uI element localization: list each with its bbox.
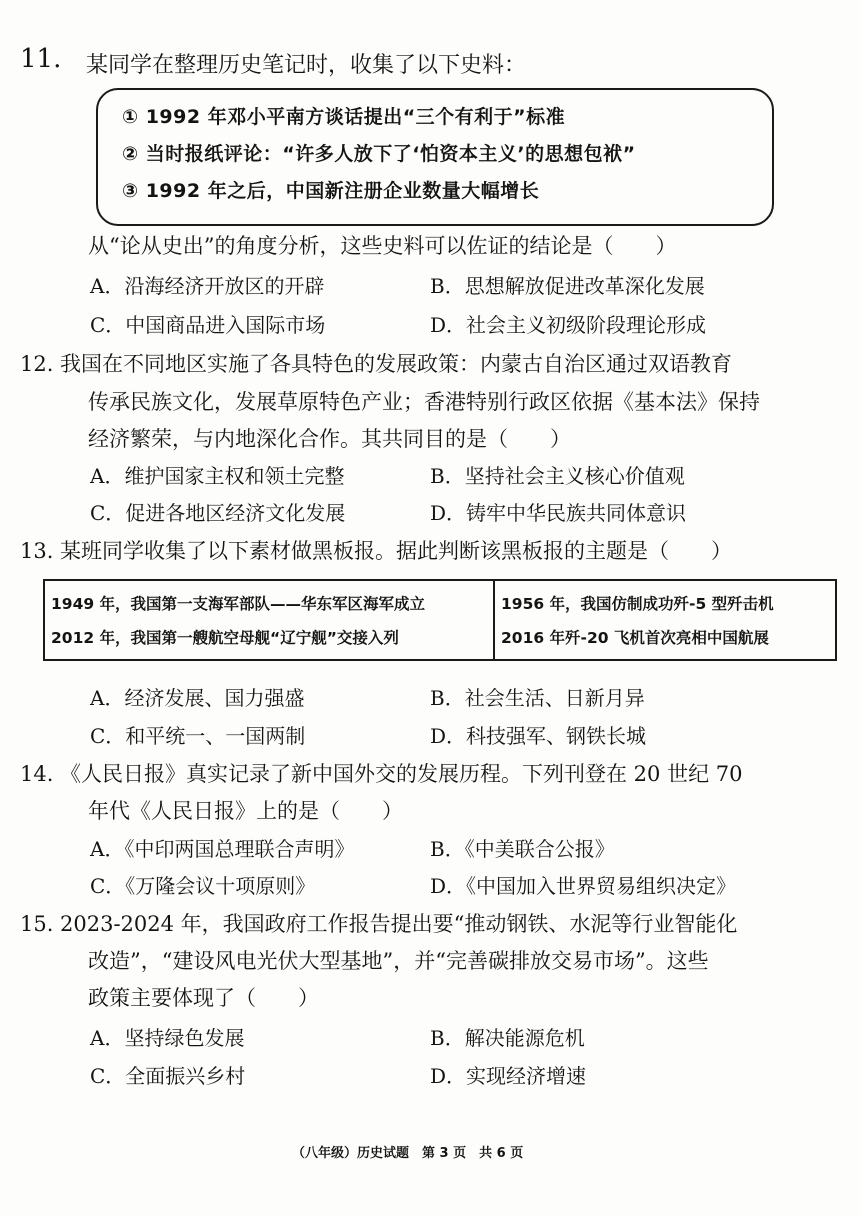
- q11-option-d[interactable]: D．社会主义初级阶段理论形成: [430, 313, 707, 337]
- q13-option-b[interactable]: B．社会生活、日新月异: [430, 686, 645, 710]
- q14-option-d[interactable]: D．《中国加入世界贸易组织决定》: [430, 874, 737, 898]
- q12-line-1: 我国在不同地区实施了各具特色的发展政策：内蒙古自治区通过双语教育: [60, 352, 732, 376]
- q11-source-2: ② 当时报纸评论：“许多人放下了‘怕资本主义’的思想包袱”: [122, 143, 636, 165]
- q12-line-2: 传承民族文化，发展草原特色产业；香港特别行政区依据《基本法》保持: [88, 390, 760, 414]
- q12-number: 12.: [20, 352, 54, 376]
- q12-option-d[interactable]: D．铸牢中华民族共同体意识: [430, 501, 687, 525]
- q11-option-a[interactable]: A．沿海经济开放区的开辟: [90, 274, 325, 298]
- q13-table-right-line-1: 1956 年，我国仿制成功歼-5 型歼击机: [501, 595, 774, 613]
- q11-source-box: [96, 88, 774, 226]
- q12-option-c[interactable]: C．促进各地区经济文化发展: [90, 501, 346, 525]
- q11-stem: 某同学在整理历史笔记时，收集了以下史料：: [86, 53, 527, 78]
- q13-table-left-line-2: 2012 年，我国第一艘航空母舰“辽宁舰”交接入列: [51, 629, 399, 647]
- q13-material-table: [43, 579, 837, 661]
- q12-option-b[interactable]: B．坚持社会主义核心价值观: [430, 464, 685, 488]
- q15-option-b[interactable]: B．解决能源危机: [430, 1026, 585, 1050]
- q14-option-b[interactable]: B．《中美联合公报》: [430, 837, 615, 861]
- q15-line-3: 政策主要体现了（ ）: [88, 986, 319, 1010]
- q11-source-1: ① 1992 年邓小平南方谈话提出“三个有利于”标准: [122, 106, 566, 128]
- q13-table-left-line-1: 1949 年，我国第一支海军部队——华东军区海军成立: [51, 595, 426, 613]
- q13-option-d[interactable]: D．科技强军、钢铁长城: [430, 724, 647, 748]
- q11-option-c[interactable]: C．中国商品进入国际市场: [90, 313, 326, 337]
- q13-table-right-cell: [495, 581, 835, 659]
- q11-option-b[interactable]: B．思想解放促进改革深化发展: [430, 274, 705, 298]
- q13-table-right-line-2: 2016 年歼-20 飞机首次亮相中国航展: [501, 629, 769, 647]
- q15-option-d[interactable]: D．实现经济增速: [430, 1064, 587, 1088]
- q14-line-1: 《人民日报》真实记录了新中国外交的发展历程。下列刊登在 20 世纪 70: [60, 762, 743, 786]
- q14-option-a[interactable]: A．《中印两国总理联合声明》: [90, 837, 355, 861]
- q13-option-c[interactable]: C．和平统一、一国两制: [90, 724, 306, 748]
- q13-number: 13.: [20, 539, 54, 563]
- q15-line-2: 改造”，“建设风电光伏大型基地”，并“完善碳排放交易市场”。这些: [88, 949, 709, 973]
- q12-option-a[interactable]: A．维护国家主权和领土完整: [90, 464, 345, 488]
- q15-option-a[interactable]: A．坚持绿色发展: [90, 1026, 245, 1050]
- q13-stem: 某班同学收集了以下素材做黑板报。据此判断该黑板报的主题是（ ）: [60, 539, 732, 563]
- q13-option-a[interactable]: A．经济发展、国力强盛: [90, 686, 305, 710]
- q14-number: 14.: [20, 762, 54, 786]
- q14-option-c[interactable]: C．《万隆会议十项原则》: [90, 874, 316, 898]
- q15-line-1: 2023-2024 年，我国政府工作报告提出要“推动钢铁、水泥等行业智能化: [60, 912, 738, 936]
- q12-line-3: 经济繁荣，与内地深化合作。其共同目的是（ ）: [88, 427, 571, 451]
- q13-table-left-cell: [45, 581, 495, 659]
- q11-question: 从“论从史出”的角度分析，这些史料可以佐证的结论是（ ）: [88, 234, 677, 258]
- page-footer: （八年级）历史试题 第 3 页 共 6 页: [292, 1146, 524, 1161]
- q15-number: 15.: [20, 912, 54, 936]
- q11-source-3: ③ 1992 年之后，中国新注册企业数量大幅增长: [122, 180, 540, 202]
- q15-option-c[interactable]: C．全面振兴乡村: [90, 1064, 246, 1088]
- q11-number: 11.: [20, 44, 62, 74]
- q14-line-2: 年代《人民日报》上的是（ ）: [88, 799, 403, 823]
